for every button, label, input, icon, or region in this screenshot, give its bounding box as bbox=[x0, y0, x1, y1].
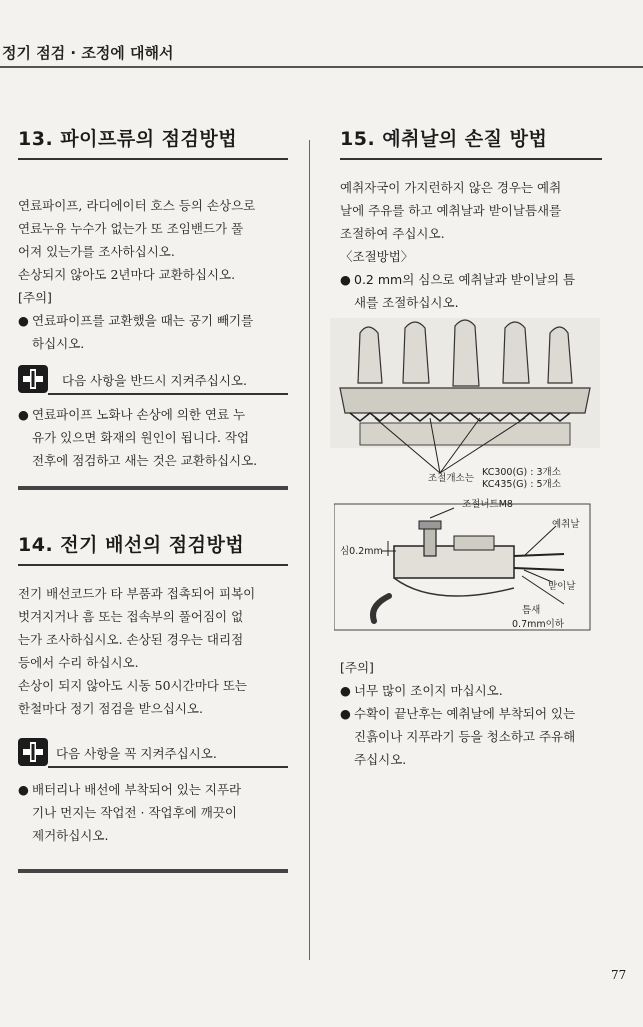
section-13-title: 13. 파이프류의 점검방법 bbox=[18, 128, 238, 150]
section-13-paragraph bbox=[18, 194, 288, 286]
text-line: 손상이 되지 않아도 시동 50시간마다 또는 bbox=[18, 678, 247, 693]
section-14-paragraph bbox=[18, 582, 288, 720]
bullet-dot-icon: ● bbox=[340, 683, 351, 698]
text-line: 전후에 점검하고 새는 것은 교환하십시오. bbox=[32, 453, 258, 468]
section-14-heading bbox=[18, 530, 288, 570]
adjust-points-label: 조절개소는 bbox=[428, 473, 474, 484]
bullet-dot-icon: ● bbox=[18, 782, 29, 797]
section-15-note-label: [주의] bbox=[340, 660, 374, 675]
section-15-title: 15. 예취날의 손질 방법 bbox=[340, 128, 548, 150]
cutter-bar-illustration bbox=[330, 318, 600, 488]
section-14-warning-bullet bbox=[18, 778, 288, 847]
kc300-label: KC300(G) : 3개소 bbox=[482, 467, 561, 478]
text-line: 배터리나 배선에 부착되어 있는 지푸라 bbox=[32, 782, 242, 797]
text-line: 한철마다 정기 점검을 받으십시오. bbox=[18, 701, 203, 716]
left-column bbox=[18, 124, 288, 873]
section-14-end-rule bbox=[18, 869, 288, 873]
page-header bbox=[0, 36, 643, 76]
header-title: 정기 점검 · 조정에 대해서 bbox=[2, 44, 174, 62]
blade-label: 예취날 bbox=[552, 519, 580, 530]
section-13-note-label: [주의] bbox=[18, 290, 52, 305]
text-line: 수확이 끝난후는 예취날에 부착되어 있는 bbox=[354, 706, 576, 721]
right-column bbox=[340, 124, 602, 314]
adjust-nut-label: 조절너트M8 bbox=[462, 499, 513, 510]
section-13-warning-bullet bbox=[18, 403, 288, 472]
text-line: 등에서 수리 하십시오. bbox=[18, 655, 139, 670]
section-15-note-bullet-2 bbox=[340, 702, 602, 771]
text-line: 0.2 mm의 심으로 예취날과 받이날의 틈 bbox=[354, 272, 576, 287]
shim-label: 심0.2mm bbox=[340, 546, 383, 557]
caution-hand-icon bbox=[18, 738, 48, 766]
section-14-rule bbox=[18, 564, 288, 566]
section-15-rule bbox=[340, 158, 602, 160]
text-line: 새를 조절하십시오. bbox=[354, 295, 459, 310]
text-line: 예취자국이 가지런하지 않은 경우는 예취 bbox=[340, 180, 562, 195]
text-line: 는가 조사하십시오. 손상된 경우는 대리점 bbox=[18, 632, 244, 647]
receiver-blade-label: 받이날 bbox=[548, 581, 576, 592]
section-14-title: 14. 전기 배선의 점검방법 bbox=[18, 534, 245, 556]
gap-value-label: 0.7mm이하 bbox=[512, 619, 564, 630]
warning-text: 다음 사항을 반드시 지켜주십시오. bbox=[62, 373, 247, 388]
text-line: 손상되지 않아도 2년마다 교환하십시오. bbox=[18, 267, 236, 282]
warning-text: 다음 사항을 꼭 지켜주십시오. bbox=[56, 746, 217, 761]
text-line: 조절하여 주십시오. bbox=[340, 226, 445, 241]
method-label: 〈조절방법〉 bbox=[340, 249, 414, 264]
text-line: 기나 먼지는 작업전 · 작업후에 깨끗이 bbox=[32, 805, 237, 820]
text-line: 주십시오. bbox=[354, 752, 407, 767]
section-15-notes bbox=[340, 656, 602, 771]
header-rule bbox=[0, 66, 643, 68]
section-13-rule bbox=[18, 158, 288, 160]
warning-rule bbox=[48, 766, 288, 768]
method-bullet bbox=[340, 268, 602, 314]
text-line: 연료파이프, 라디에이터 호스 등의 손상으로 bbox=[18, 198, 256, 213]
bullet-dot-icon: ● bbox=[340, 272, 351, 287]
page-number: 77 bbox=[611, 968, 627, 982]
text-line: 너무 많이 조이지 마십시오. bbox=[354, 683, 503, 698]
kc435-label: KC435(G) : 5개소 bbox=[482, 479, 561, 490]
section-13-warning bbox=[18, 365, 288, 395]
text-line: 제거하십시오. bbox=[32, 828, 109, 843]
section-15-paragraph bbox=[340, 176, 602, 245]
section-14-warning bbox=[18, 738, 288, 768]
section-13-heading bbox=[18, 124, 288, 164]
text-line: 연료누유 누수가 없는가 또 조임밴드가 풀 bbox=[18, 221, 244, 236]
text-line: 진흙이나 지푸라기 등을 청소하고 주유해 bbox=[354, 729, 576, 744]
gap-label: 틈새 bbox=[522, 605, 541, 616]
text-line: 어져 있는가를 조사하십시오. bbox=[18, 244, 175, 259]
section-15-heading bbox=[340, 124, 602, 164]
text-line: 하십시오. bbox=[32, 336, 85, 351]
bullet-dot-icon: ● bbox=[18, 313, 29, 328]
text-line: 유가 있으면 화재의 원인이 됩니다. 작업 bbox=[32, 430, 250, 445]
column-divider bbox=[309, 140, 310, 960]
section-13-note-bullet bbox=[18, 309, 288, 355]
bullet-dot-icon: ● bbox=[340, 706, 351, 721]
text-line: 연료파이프를 교환했을 때는 공기 빼기를 bbox=[32, 313, 254, 328]
text-line: 연료파이프 노화나 손상에 의한 연료 누 bbox=[32, 407, 246, 422]
caution-hand-icon bbox=[18, 365, 48, 393]
adjustment-detail-diagram bbox=[334, 496, 602, 636]
text-line: 날에 주유를 하고 예취날과 받이날틈새를 bbox=[340, 203, 562, 218]
text-line: 벗겨지거나 흠 또는 접속부의 풀어짐이 없 bbox=[18, 609, 244, 624]
warning-rule bbox=[48, 393, 288, 395]
text-line: 전기 배선코드가 타 부품과 접촉되어 피복이 bbox=[18, 586, 256, 601]
section-15-note-bullet-1 bbox=[340, 679, 602, 702]
bullet-dot-icon: ● bbox=[18, 407, 29, 422]
